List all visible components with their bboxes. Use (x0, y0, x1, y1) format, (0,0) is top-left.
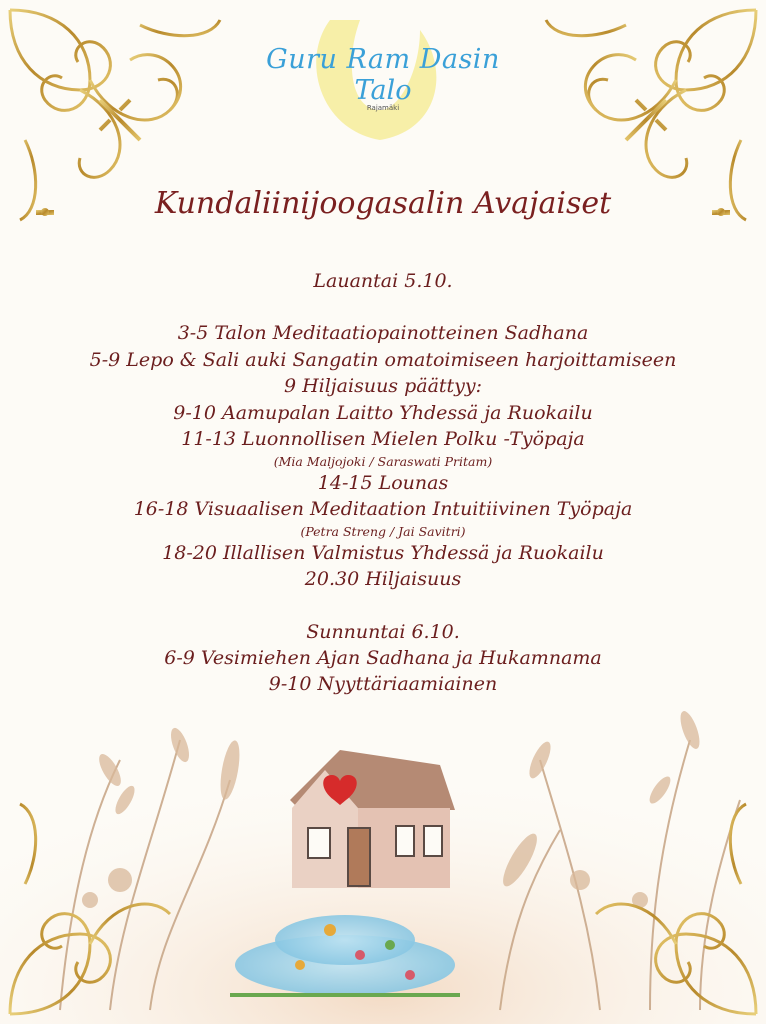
schedule-item: 9 Hiljaisuus päättyy: (283, 375, 483, 397)
saturday-heading: Lauantai 5.10. (313, 270, 453, 292)
schedule-item: 11-13 Luonnollisen Mielen Polku -Työpaja (181, 428, 585, 450)
logo (0, 44, 766, 112)
schedule-item: 14-15 Lounas (317, 471, 449, 494)
schedule-item: 18-20 Illallisen Valmistus Yhdessä ja Ruokailu (162, 541, 604, 564)
schedule-item: 5-9 Lepo & Sali auki Sangatin omatoimiseen harjoittamiseen (89, 348, 677, 371)
schedule-item: 6-9 Vesimiehen Ajan Sadhana ja Hukamnama (164, 646, 602, 669)
facilitator-note: (Mia Maljojoki / Saraswati Pritam) (273, 453, 493, 469)
schedule-item: 16-18 Visuaalisen Meditaation Intuitiivinen Työpaja (133, 498, 633, 520)
schedule-item: 20.30 Hiljaisuus (304, 568, 462, 590)
facilitator-note: (Petra Streng / Jai Savitri) (300, 523, 466, 539)
schedule-item: 9-10 Nyyttäriaamiainen (268, 673, 498, 695)
page-title: Kundaliinijoogasalin Avajaiset (154, 186, 612, 221)
logo-house-word: Talo (354, 75, 412, 106)
sunday-heading: Sunnuntai 6.10. (306, 620, 460, 643)
logo-name: Guru Ram Dasin (266, 44, 500, 75)
schedule-item: 3-5 Talon Meditaatiopainotteinen Sadhana (177, 322, 589, 344)
event-program (0, 268, 766, 698)
logo-location: Rajamäki (366, 104, 400, 112)
schedule-item: 9-10 Aamupalan Laitto Yhdessä ja Ruokailu (173, 401, 593, 424)
